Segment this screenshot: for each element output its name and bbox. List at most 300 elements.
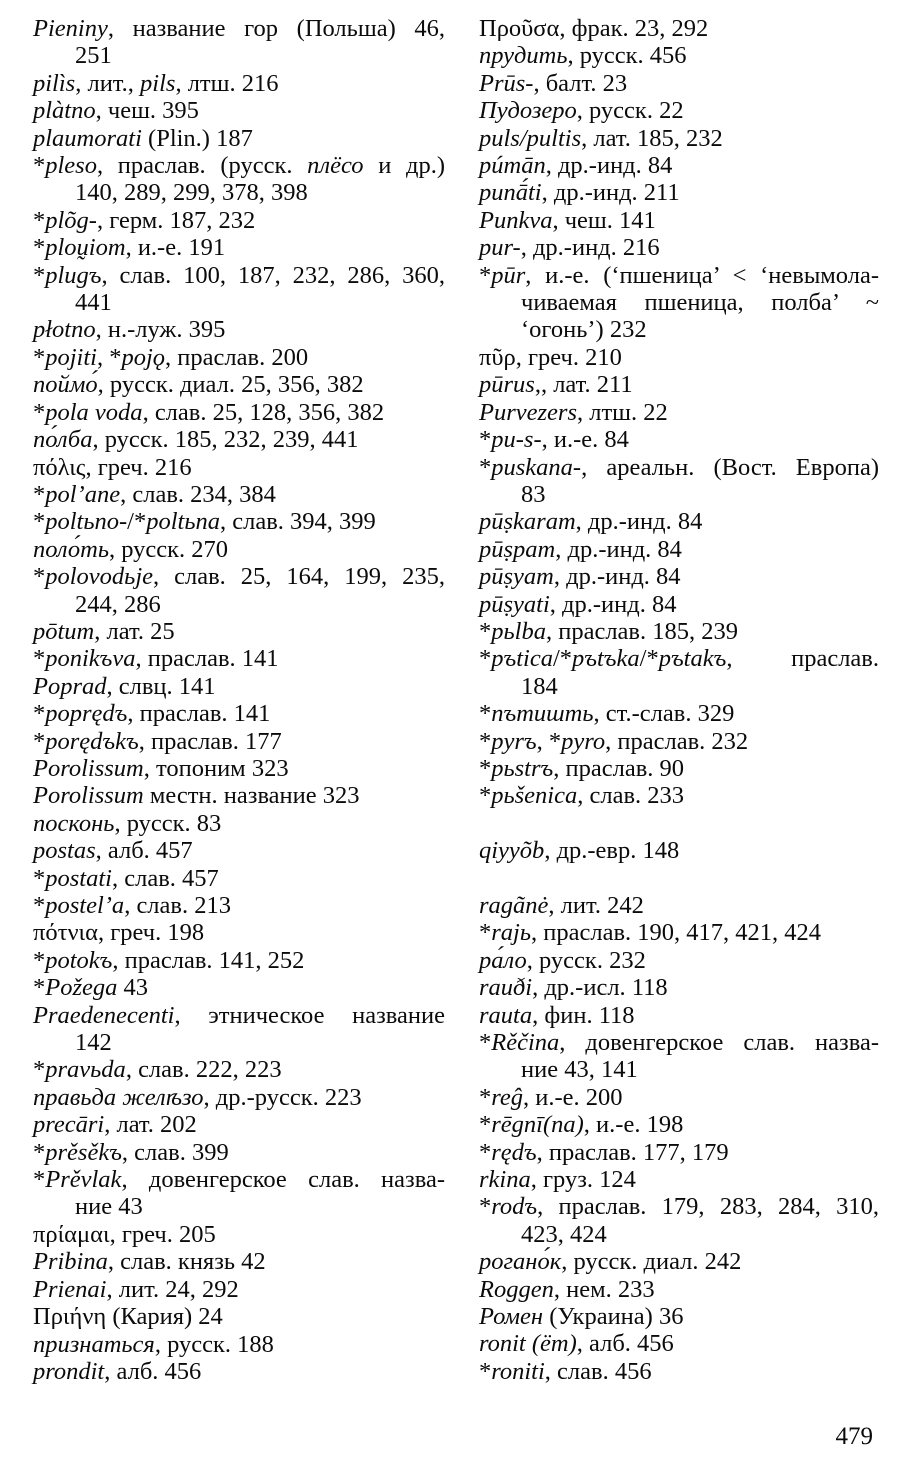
entry-line xyxy=(33,1111,445,1138)
text-segment: * xyxy=(33,563,46,591)
text-segment: , др.-инд. 84 xyxy=(555,535,682,563)
entry-line xyxy=(479,1166,879,1193)
index-entry xyxy=(479,125,879,152)
text-segment: * xyxy=(33,700,46,728)
index-entry xyxy=(33,1303,445,1330)
index-entry xyxy=(33,1276,445,1303)
text-segment: , слав. 234, 384 xyxy=(120,480,276,508)
index-entry xyxy=(479,426,879,453)
text-segment: 184 xyxy=(521,672,558,700)
entry-line xyxy=(33,1303,445,1330)
lemma-segment: porędъkъ xyxy=(45,727,139,755)
index-entry xyxy=(479,1139,879,1166)
lemma-segment: pola voda xyxy=(45,398,143,426)
index-entry xyxy=(33,974,445,1001)
entry-line xyxy=(33,645,445,672)
entry-line xyxy=(33,1084,445,1111)
index-entry xyxy=(479,1166,879,1193)
text-segment: * xyxy=(33,727,46,755)
text-segment: 423, 424 xyxy=(521,1220,607,1248)
lemma-segment: pilìs xyxy=(33,69,76,97)
index-entry xyxy=(479,152,879,179)
index-entry xyxy=(33,1166,445,1221)
lemma-segment: pьšenica xyxy=(491,782,578,810)
index-entry xyxy=(479,536,879,563)
entry-line xyxy=(479,1358,879,1385)
entry-line xyxy=(33,563,445,590)
lemma-segment: pūr xyxy=(491,261,526,289)
text-segment: * xyxy=(479,1083,492,1111)
entry-line xyxy=(479,837,879,864)
index-entry xyxy=(479,1330,879,1357)
text-segment: местн. название 323 xyxy=(143,782,360,810)
index-entry xyxy=(33,207,445,234)
index-entry xyxy=(33,536,445,563)
lemma-segment: Porolissum xyxy=(33,754,144,782)
text-segment: * xyxy=(479,426,492,454)
index-entry xyxy=(33,563,445,618)
text-segment: , и.-е. 198 xyxy=(583,1111,684,1139)
text-segment: , чеш. 141 xyxy=(552,206,656,234)
entry-line xyxy=(479,1303,879,1330)
text-segment: , русск. 270 xyxy=(108,535,229,563)
entry-line xyxy=(33,234,445,261)
text-segment: * xyxy=(33,1138,46,1166)
index-entry xyxy=(479,837,879,864)
text-segment: /* xyxy=(127,508,147,536)
lemma-segment: правьда желѣзо xyxy=(33,1083,204,1111)
entry-line xyxy=(479,755,879,782)
index-entry xyxy=(33,70,445,97)
entry-line xyxy=(479,426,879,453)
lemma-segment: prondit xyxy=(33,1357,105,1385)
text-segment: ние 43 xyxy=(75,1193,143,1221)
index-entry xyxy=(33,755,445,782)
text-segment: , слав. 222, 223 xyxy=(125,1056,282,1084)
text-segment: , русск. диал. 242 xyxy=(561,1248,742,1276)
text-segment: , др.-инд. 84 xyxy=(575,508,703,536)
text-segment: , русск. 83 xyxy=(114,809,222,837)
entry-line xyxy=(33,1056,445,1083)
text-segment: , праслав. 141, 252 xyxy=(112,946,305,974)
index-entry xyxy=(479,591,879,618)
text-segment: , праслав. 179, 283, 284, 310, xyxy=(537,1193,879,1221)
text-segment: πόλις, греч. 216 xyxy=(33,453,192,481)
lemma-segment: pol’ane xyxy=(45,480,121,508)
index-entry xyxy=(479,1084,879,1111)
entry-line xyxy=(479,454,879,481)
entry-line xyxy=(33,810,445,837)
lemma-segment: punā́ti xyxy=(479,179,542,207)
lemma-segment: plàtno xyxy=(33,97,96,125)
text-segment: , нем. 233 xyxy=(553,1275,655,1303)
index-entry xyxy=(33,371,445,398)
entry-line xyxy=(33,426,445,453)
text-segment: * xyxy=(33,946,46,974)
entry-line xyxy=(33,755,445,782)
lemma-segment: Prienai xyxy=(33,1275,107,1303)
entry-line xyxy=(33,728,445,755)
lemma-segment: Ромен xyxy=(479,1303,544,1331)
text-segment: πρίαμαι, греч. 205 xyxy=(33,1220,216,1248)
text-segment: , топоним 323 xyxy=(143,754,289,782)
entry-line xyxy=(479,1029,879,1056)
lemma-segment: poltьno- xyxy=(45,508,128,536)
text-segment: , др.-инд. 84 xyxy=(549,590,677,618)
index-entry xyxy=(33,645,445,672)
index-entry xyxy=(479,1029,879,1084)
index-entry xyxy=(479,618,879,645)
text-segment: * xyxy=(479,782,492,810)
lemma-segment: ponikъva xyxy=(45,645,136,673)
index-entry xyxy=(479,1002,879,1029)
entry-line xyxy=(479,728,879,755)
lemma-segment: pūṣyati xyxy=(479,590,550,618)
index-entry xyxy=(33,399,445,426)
text-segment: (Украина) 36 xyxy=(543,1303,684,1331)
index-entry xyxy=(479,207,879,234)
entry-line xyxy=(479,1276,879,1303)
text-segment: , праслав. 141 xyxy=(127,700,271,728)
text-segment: , праслав. 190, 417, 421, 424 xyxy=(531,919,822,947)
text-segment: πῦρ, греч. 210 xyxy=(479,343,622,371)
index-entry xyxy=(33,782,445,809)
index-entry xyxy=(33,344,445,371)
index-entry xyxy=(33,1221,445,1248)
text-segment: , лтш. 216 xyxy=(175,69,279,97)
text-segment: , довенгерское слав. назва- xyxy=(559,1029,879,1056)
index-entry xyxy=(33,1358,445,1385)
text-segment: , и.-е. 84 xyxy=(541,426,629,454)
entry-line xyxy=(479,919,879,946)
lemma-segment: postati xyxy=(45,864,112,892)
index-entry xyxy=(479,70,879,97)
text-segment: , слав. 100, 187, 232, 286, 360, xyxy=(101,261,445,289)
index-entry xyxy=(33,508,445,535)
lemma-segment: plõg- xyxy=(45,206,97,234)
text-segment: , и.-е. (‘пшеница’ < ‘невымола- xyxy=(525,261,879,289)
text-segment: * xyxy=(479,1111,492,1139)
text-segment: 251 xyxy=(75,42,112,70)
text-segment: * xyxy=(33,152,46,180)
text-segment: , др.-русск. 223 xyxy=(203,1083,362,1111)
index-entry xyxy=(33,454,445,481)
text-segment: * xyxy=(479,645,492,673)
entry-line xyxy=(33,837,445,864)
entry-line xyxy=(479,1193,879,1220)
entry-line xyxy=(479,179,879,206)
lemma-segment: rauði xyxy=(479,974,533,1002)
entry-line xyxy=(33,1221,445,1248)
lemma-segment: roniti xyxy=(491,1357,545,1385)
index-entry xyxy=(33,97,445,124)
index-entry xyxy=(33,316,445,343)
lemma-segment: plaumorati xyxy=(33,124,142,152)
entry-line-continuation xyxy=(33,1193,445,1220)
index-entry xyxy=(33,1331,445,1358)
index-entry xyxy=(479,97,879,124)
lemma-segment: płotno xyxy=(33,316,96,344)
entry-line xyxy=(33,316,445,343)
index-entry xyxy=(33,919,445,946)
entry-line-continuation xyxy=(479,673,879,700)
text-segment: * xyxy=(33,974,46,1002)
lemma-segment: Praedenecenti xyxy=(33,1001,175,1029)
lemma-segment: qiyyõb xyxy=(479,837,545,865)
text-segment: , др.-евр. 148 xyxy=(544,837,680,865)
text-segment: , лит., xyxy=(75,69,141,97)
text-segment: * xyxy=(479,261,492,289)
text-segment: , герм. 187, 232 xyxy=(96,206,256,234)
entry-line xyxy=(479,70,879,97)
text-segment: πότνια, греч. 198 xyxy=(33,919,205,947)
entry-line xyxy=(33,618,445,645)
text-segment: , слав. 394, 399 xyxy=(220,508,376,536)
lemma-segment: pьlba xyxy=(491,617,546,645)
entry-line xyxy=(33,1358,445,1385)
index-entry xyxy=(33,1248,445,1275)
text-segment: 43 xyxy=(117,974,148,1002)
index-entry xyxy=(479,1276,879,1303)
text-segment: * xyxy=(33,508,46,536)
text-segment: , праслав. xyxy=(726,645,879,673)
lemma-segment: plugъ xyxy=(45,261,102,289)
entry-line xyxy=(33,1248,445,1275)
text-segment: , праслав. 232 xyxy=(605,727,749,755)
text-segment: , лит. 242 xyxy=(548,891,644,919)
entry-line-continuation xyxy=(479,289,879,316)
entry-line xyxy=(33,152,445,179)
text-segment: , довенгерское слав. назва- xyxy=(121,1166,445,1194)
text-segment: , лат. 25 xyxy=(94,617,175,645)
lemma-segment: rajь xyxy=(491,919,531,947)
index-entry xyxy=(33,810,445,837)
lemma-segment: Purvezers xyxy=(479,398,577,426)
index-entry xyxy=(33,426,445,453)
text-segment: , слав. 399 xyxy=(121,1138,229,1166)
lemma-segment: pu-s- xyxy=(491,426,542,454)
text-segment: , слвц. 141 xyxy=(106,672,216,700)
text-segment: , алб. 457 xyxy=(95,837,193,865)
entry-line xyxy=(479,1139,879,1166)
lemma-segment: плёсо xyxy=(307,152,364,180)
entry-line xyxy=(33,97,445,124)
text-segment: * xyxy=(479,700,492,728)
text-segment: /* xyxy=(639,645,659,673)
text-segment: * xyxy=(33,645,46,673)
entry-line xyxy=(479,508,879,535)
entry-line xyxy=(479,563,879,590)
index-entry xyxy=(479,42,879,69)
text-segment: чиваемая пшеница, полба’ ~ xyxy=(521,289,879,317)
lemma-segment: pъtъka xyxy=(572,645,640,673)
text-segment: , праслав. 200 xyxy=(165,343,309,371)
entry-line-continuation xyxy=(33,179,445,206)
lemma-segment: поло́ть xyxy=(33,535,109,563)
index-entry xyxy=(479,947,879,974)
entry-line xyxy=(33,919,445,946)
text-segment: , русск. диал. 25, 356, 382 xyxy=(97,371,364,399)
entry-line xyxy=(33,508,445,535)
entry-line xyxy=(479,1111,879,1138)
lemma-segment: pyro xyxy=(561,727,606,755)
lemma-segment: púmān xyxy=(479,152,546,180)
lemma-segment: poltьna xyxy=(146,508,220,536)
index-entry xyxy=(33,700,445,727)
lemma-segment: Roggen xyxy=(479,1275,554,1303)
lemma-segment: признаться xyxy=(33,1330,155,1358)
entry-line xyxy=(479,125,879,152)
entry-line xyxy=(33,371,445,398)
text-segment: * xyxy=(33,261,46,289)
text-segment: 142 xyxy=(75,1029,112,1057)
text-segment: , праслав. 177 xyxy=(138,727,282,755)
entry-line xyxy=(33,1276,445,1303)
index-entry xyxy=(479,399,879,426)
text-segment: и др.) xyxy=(363,152,445,180)
text-segment: * xyxy=(479,727,492,755)
text-segment: , праслав. 177, 179 xyxy=(536,1138,729,1166)
lemma-segment: pūṣpam xyxy=(479,535,556,563)
text-segment: * xyxy=(479,617,492,645)
text-segment: , др.-инд. 84 xyxy=(545,152,673,180)
entry-line xyxy=(479,42,879,69)
text-segment: , русск. 456 xyxy=(567,42,687,70)
lemma-segment: Prūs- xyxy=(479,69,534,97)
text-segment: * xyxy=(479,1029,492,1056)
index-entry xyxy=(479,645,879,700)
lemma-segment: по́лба xyxy=(33,426,93,454)
text-segment: , русск. 232 xyxy=(526,946,646,974)
entry-line xyxy=(479,1330,879,1357)
text-segment: 441 xyxy=(75,289,112,317)
index-entry xyxy=(33,1084,445,1111)
index-entry xyxy=(479,974,879,1001)
lemma-segment: pravьda xyxy=(45,1056,126,1084)
lemma-segment: ronit (ëm) xyxy=(479,1330,577,1358)
lemma-segment: reĝ xyxy=(491,1083,523,1111)
text-segment: , лат. 185, 232 xyxy=(581,124,723,152)
entry-line xyxy=(479,399,879,426)
index-entry xyxy=(33,865,445,892)
text-segment: ,, лат. 211 xyxy=(534,371,633,399)
entry-line xyxy=(479,892,879,919)
text-segment: 140, 289, 299, 378, 398 xyxy=(75,179,308,207)
index-entry xyxy=(33,234,445,261)
text-segment: * xyxy=(479,754,492,782)
text-segment: * xyxy=(33,1166,46,1194)
lemma-segment: pojiti xyxy=(45,343,97,371)
text-segment: , * xyxy=(96,343,122,371)
text-segment: ‘огонь’) 232 xyxy=(521,316,647,344)
index-entry xyxy=(479,454,879,509)
text-segment: , русск. 22 xyxy=(576,97,684,125)
text-segment: , и.-е. 200 xyxy=(523,1083,623,1111)
lemma-segment: Punkva xyxy=(479,206,553,234)
lemma-segment: postel’a xyxy=(45,892,125,919)
entry-line xyxy=(33,454,445,481)
index-entry xyxy=(479,1303,879,1330)
index-entry xyxy=(33,728,445,755)
entry-line-continuation xyxy=(33,289,445,316)
text-segment: , др.-исл. 118 xyxy=(532,974,668,1002)
entry-line xyxy=(479,591,879,618)
text-segment: ние 43, 141 xyxy=(521,1056,638,1084)
lemma-segment: посконь xyxy=(33,809,115,837)
text-segment: , др.-инд. 84 xyxy=(553,563,681,591)
entry-line xyxy=(33,399,445,426)
text-segment: 244, 286 xyxy=(75,590,161,618)
text-segment: * xyxy=(479,453,492,481)
index-entry xyxy=(479,782,879,809)
entry-line xyxy=(33,700,445,727)
entry-line xyxy=(33,782,445,809)
entry-line xyxy=(33,1331,445,1358)
index-entry xyxy=(33,125,445,152)
entry-line xyxy=(479,536,879,563)
text-segment: * xyxy=(33,892,46,919)
entry-line-continuation xyxy=(479,316,879,343)
entry-line-continuation xyxy=(33,591,445,618)
lemma-segment: potokъ xyxy=(45,946,113,974)
index-entry xyxy=(33,1111,445,1138)
lemma-segment: Pieniny xyxy=(33,15,108,42)
text-segment: , слав. 213 xyxy=(124,892,231,919)
text-segment: , балт. 23 xyxy=(533,69,628,97)
text-segment: , слав. князь 42 xyxy=(107,1248,266,1276)
entry-line-continuation xyxy=(479,481,879,508)
entry-line xyxy=(33,207,445,234)
index-entry xyxy=(479,344,879,371)
text-segment: , слав. 457 xyxy=(111,864,219,892)
text-segment: * xyxy=(479,1193,492,1221)
lemma-segment: pojǫ xyxy=(121,343,166,371)
text-segment: Προῦσα, фрак. 23, 292 xyxy=(479,15,709,42)
entry-line xyxy=(479,15,879,42)
lemma-segment: прудить xyxy=(479,42,568,70)
lemma-segment: Rěčina xyxy=(491,1029,560,1056)
text-segment: * xyxy=(33,206,46,234)
text-segment: , русск. 188 xyxy=(154,1330,274,1358)
entry-line xyxy=(479,1002,879,1029)
lemma-segment: Prěvlak xyxy=(45,1166,122,1194)
lemma-segment: pъtakъ xyxy=(658,645,727,673)
index-entry xyxy=(479,755,879,782)
entry-line xyxy=(33,481,445,508)
lemma-segment: pils xyxy=(140,69,176,97)
text-segment: , праслав. 90 xyxy=(553,754,685,782)
text-segment: * xyxy=(33,480,46,508)
entry-line xyxy=(479,1084,879,1111)
lemma-segment: puls/pultis xyxy=(479,124,582,152)
lemma-segment: pleso xyxy=(45,152,97,180)
lemma-segment: rkina xyxy=(479,1166,531,1194)
index-entry xyxy=(479,371,879,398)
index-entry xyxy=(479,1193,879,1248)
index-column-right xyxy=(479,15,879,1385)
lemma-segment: Poprad xyxy=(33,672,107,700)
index-entry xyxy=(33,1056,445,1083)
text-segment: (Plin.) 187 xyxy=(141,124,253,152)
index-entry xyxy=(33,673,445,700)
entry-line xyxy=(479,1248,879,1275)
index-entry xyxy=(33,481,445,508)
lemma-segment: pъtica xyxy=(491,645,553,673)
index-entry xyxy=(479,262,879,344)
entry-line xyxy=(479,645,879,672)
lemma-segment: пътишть xyxy=(491,700,594,728)
entry-line xyxy=(479,344,879,371)
